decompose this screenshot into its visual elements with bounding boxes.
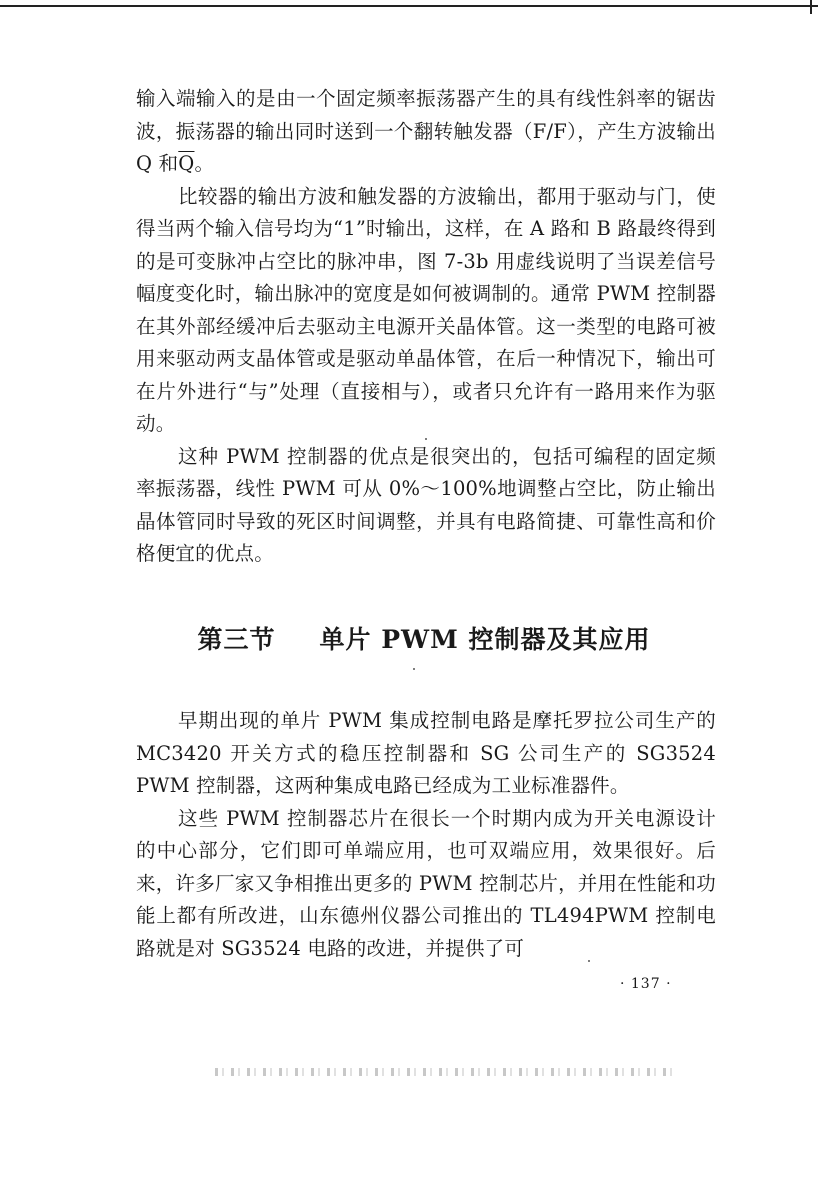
section-title: 单片 PWM 控制器及其应用 <box>319 625 651 654</box>
paragraph-4: 早期出现的单片 PWM 集成控制电路是摩托罗拉公司生产的 MC3420 开关方式的稳压控制器和 SG 公司生产的 SG3524 PWM 控制器，这两种集成电路已经成为工业标准器件。 <box>136 709 716 797</box>
q-bar-symbol: $\overline{Q}$ <box>178 152 195 175</box>
top-border-line <box>0 5 818 7</box>
body-text-lower <box>136 705 716 965</box>
scan-artifact-strip <box>215 1068 675 1076</box>
scan-speck <box>425 438 427 440</box>
body-text-upper <box>136 83 716 571</box>
section-heading <box>0 620 818 656</box>
paragraph-3: 这种 PWM 控制器的优点是很突出的，包括可编程的固定频率振荡器，线性 PWM 可从 0%～100%地调整占空比，防止输出晶体管同时导致的死区时间调整，并具有电路简捷、可靠性高和价格便宜的优点。 <box>136 444 716 565</box>
paragraph-1-end: 。 <box>194 152 215 175</box>
scan-speck <box>413 668 415 670</box>
paragraph-1 <box>136 83 716 181</box>
page-number: · 137 · <box>620 976 672 992</box>
corner-mark <box>810 0 812 14</box>
scan-speck <box>588 960 590 962</box>
paragraph-2: 比较器的输出方波和触发器的方波输出，都用于驱动与门，使得当两个输入信号均为“1”时输出，这样，在 A 路和 B 路最终得到的是可变脉冲占空比的脉冲串，图 7-3b 用虚线说明了当误差信号幅度变化时，输出脉冲的宽度是如何被调制的。通常 PWM 控制器在其外部经缓冲后去驱动主电源开关晶体管。这一类型的电路可被用来驱动两支晶体管或是驱动单晶体管，在后一种情况下，输出可在片外进行“与”处理（直接相与），或者只允许有一路用来作为驱动。 <box>136 184 716 435</box>
paragraph-1-text: 输入端输入的是由一个固定频率振荡器产生的具有线性斜率的锯齿波，振荡器的输出同时送到一个翻转触发器（F/F），产生方波输出 Q 和 <box>136 87 716 175</box>
section-number: 第三节 <box>197 625 276 654</box>
paragraph-5: 这些 PWM 控制器芯片在很长一个时期内成为开关电源设计的中心部分，它们即可单端应用，也可双端应用，效果很好。后来，许多厂家又争相推出更多的 PWM 控制芯片，并用在性能和功能上都有所改进，山东德州仪器公司推出的 TL494PWM 控制电路就是对 SG3524 电路的改进，并提供了可 <box>136 806 716 960</box>
